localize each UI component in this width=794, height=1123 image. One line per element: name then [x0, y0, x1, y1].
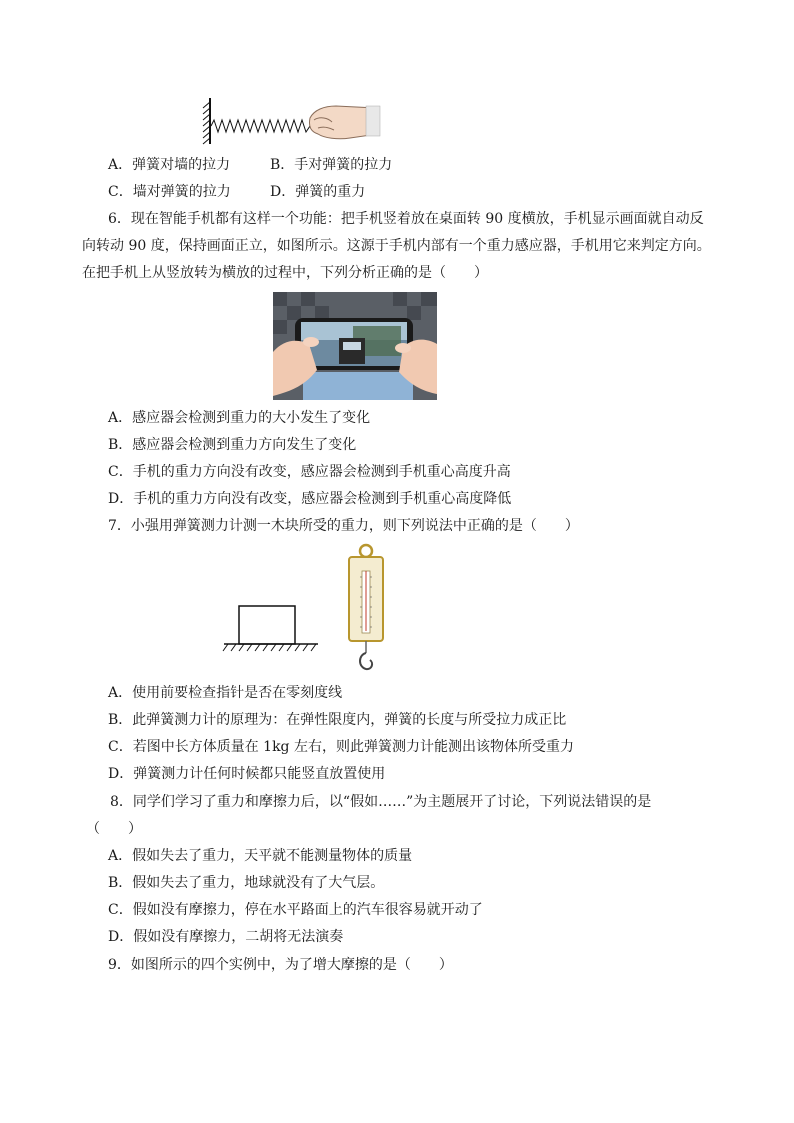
q5-option-d[interactable]: D．弹簧的重力 [270, 184, 366, 200]
q6-stem-line-1: 6．现在智能手机都有这样一个功能：把手机竖着放在桌面转 90 度横放，手机显示画面就自动反 [108, 211, 704, 227]
q5-option-b[interactable]: B．手对弹簧的拉力 [270, 157, 393, 173]
q8-option-d[interactable]: D．假如没有摩擦力，二胡将无法演奏 [108, 929, 344, 945]
q5-options-row-1 [108, 155, 392, 175]
spring-scale-svg [344, 543, 388, 677]
ground-hatch [223, 644, 316, 651]
q7-option-a[interactable]: A．使用前要检查指针是否在零刻度线 [108, 685, 343, 701]
q7-option-d[interactable]: D．弹簧测力计任何时候都只能竖直放置使用 [108, 766, 386, 782]
q8-option-b[interactable]: B．假如失去了重力，地球就没有了大气层。 [108, 875, 385, 891]
spring [211, 120, 310, 132]
block-svg [222, 600, 322, 654]
q6-option-b[interactable]: B．感应器会检测到重力方向发生了变化 [108, 437, 357, 453]
q8-option-c[interactable]: C．假如没有摩擦力，停在水平路面上的汽车很容易就开动了 [108, 902, 483, 918]
q6-option-c[interactable]: C．手机的重力方向没有改变，感应器会检测到手机重心高度升高 [108, 464, 511, 480]
q6-option-a[interactable]: A．感应器会检测到重力的大小发生了变化 [108, 410, 371, 426]
q5-option-a[interactable]: A．弹簧对墙的拉力 [108, 157, 231, 173]
q6-stem-line-2: 向转动 90 度，保持画面正立，如图所示。这源于手机内部有一个重力感应器，手机用它来判定方向。 [82, 238, 711, 254]
q5-options-row-2 [108, 182, 365, 202]
spring-scale-figure [344, 543, 388, 677]
hand-icon [309, 106, 380, 139]
q8-stem-line-2: （ ） [86, 821, 142, 837]
q6-stem-line-3: 在把手机上从竖放转为横放的过程中，下列分析正确的是（ ） [82, 265, 488, 281]
spring-wall-svg [200, 96, 384, 146]
q7-option-c[interactable]: C．若图中长方体质量在 1kg 左右，则此弹簧测力计能测出该物体所受重力 [108, 739, 574, 755]
scale-top-ring [360, 545, 372, 557]
q5-option-c[interactable]: C．墙对弹簧的拉力 [108, 184, 231, 200]
wall-hatch [203, 102, 210, 144]
phone-photo-svg [273, 292, 437, 400]
q8-option-a[interactable]: A．假如失去了重力，天平就不能测量物体的质量 [108, 848, 413, 864]
q9-stem: 9．如图所示的四个实例中，为了增大摩擦的是（ ） [108, 957, 453, 973]
q6-option-d[interactable]: D．手机的重力方向没有改变，感应器会检测到手机重心高度降低 [108, 491, 512, 507]
q7-stem: 7．小强用弹簧测力计测一木块所受的重力，则下列说法中正确的是（ ） [108, 518, 579, 534]
q8-stem-line-1: 8．同学们学习了重力和摩擦力后，以“假如……”为主题展开了讨论，下列说法错误的是 [110, 794, 652, 810]
phone-photo [273, 292, 437, 400]
scale-hook-icon [360, 653, 372, 669]
block-on-ground-figure [222, 600, 322, 654]
block [239, 606, 295, 644]
q7-option-b[interactable]: B．此弹簧测力计的原理为：在弹性限度内，弹簧的长度与所受拉力成正比 [108, 712, 567, 728]
spring-wall-figure [200, 96, 384, 146]
